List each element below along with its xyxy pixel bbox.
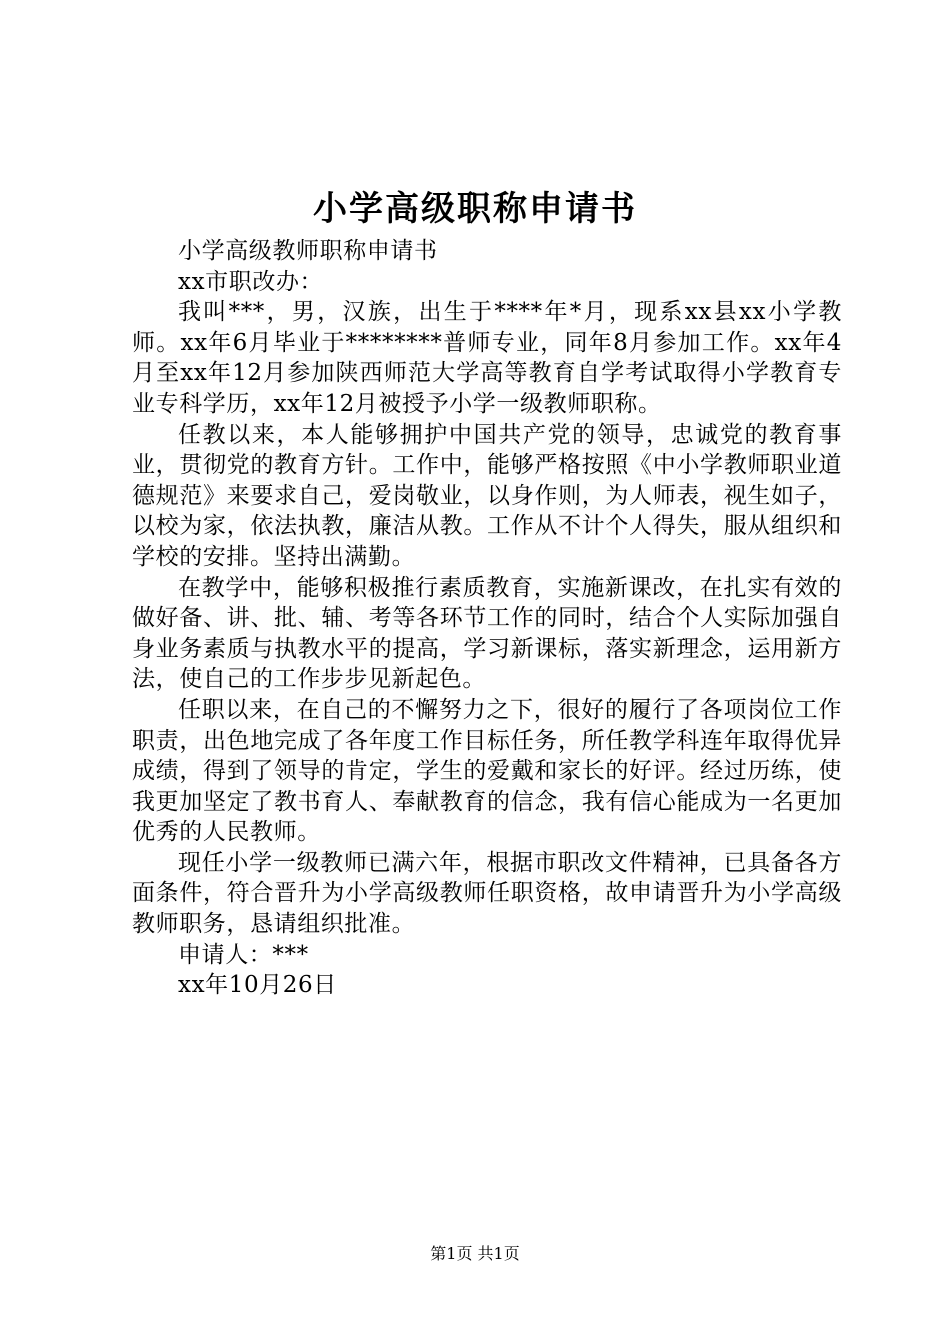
document-body <box>132 236 842 1001</box>
page-total: 共1页 <box>477 1244 520 1263</box>
paragraph-conduct: 任教以来，本人能够拥护中国共产党的领导，忠诚党的教育事业，贯彻党的教育方针。工作中，能够严格按照《中小学教师职业道德规范》来要求自己，爱岗敬业，以身作则，为人师表，视生如子，以校为家，依法执教，廉洁从教。工作从不计个人得失，服从组织和学校的安排。坚持出满勤。 <box>132 421 842 570</box>
paragraph-teaching: 在教学中，能够积极推行素质教育，实施新课改，在扎实有效的做好备、讲、批、辅、考等各环节工作的同时，结合个人实际加强自身业务素质与执教水平的提高，学习新课标，落实新理念，运用新方法，使自己的工作步步见新起色。 <box>132 574 842 693</box>
page-footer <box>0 1242 950 1266</box>
paragraph-request: 现任小学一级教师已满六年，根据市职改文件精神，已具备各方面条件，符合晋升为小学高级教师任职资格，故申请晋升为小学高级教师职务，恳请组织批准。 <box>132 849 842 938</box>
page-number: 第1页 <box>430 1244 473 1263</box>
paragraph-intro: 我叫***，男，汉族，出生于****年*月，现系xx县xx小学教师。xx年6月毕业于********普师专业，同年8月参加工作。xx年4月至xx年12月参加陕西师范大学高等教育自学考试取得小学教育专业专科学历，xx年12月被授予小学一级教师职称。 <box>132 299 842 417</box>
subtitle-line: 小学高级教师职称申请书 <box>178 238 438 264</box>
paragraph-achievements: 任职以来，在自己的不懈努力之下，很好的履行了各项岗位工作职责，出色地完成了各年度工作目标任务，所任教学科连年取得优异成绩，得到了领导的肯定，学生的爱戴和家长的好评。经过历练，使我更加坚定了教书育人、奉献教育的信念，我有信心能成为一名更加优秀的人民教师。 <box>132 696 842 846</box>
addressee-line: xx市职改办： <box>178 268 324 295</box>
document-title: 小学高级职称申请书 <box>313 189 637 229</box>
applicant-signature: 申请人：*** <box>178 941 309 968</box>
date-line: xx年10月26日 <box>178 972 337 999</box>
